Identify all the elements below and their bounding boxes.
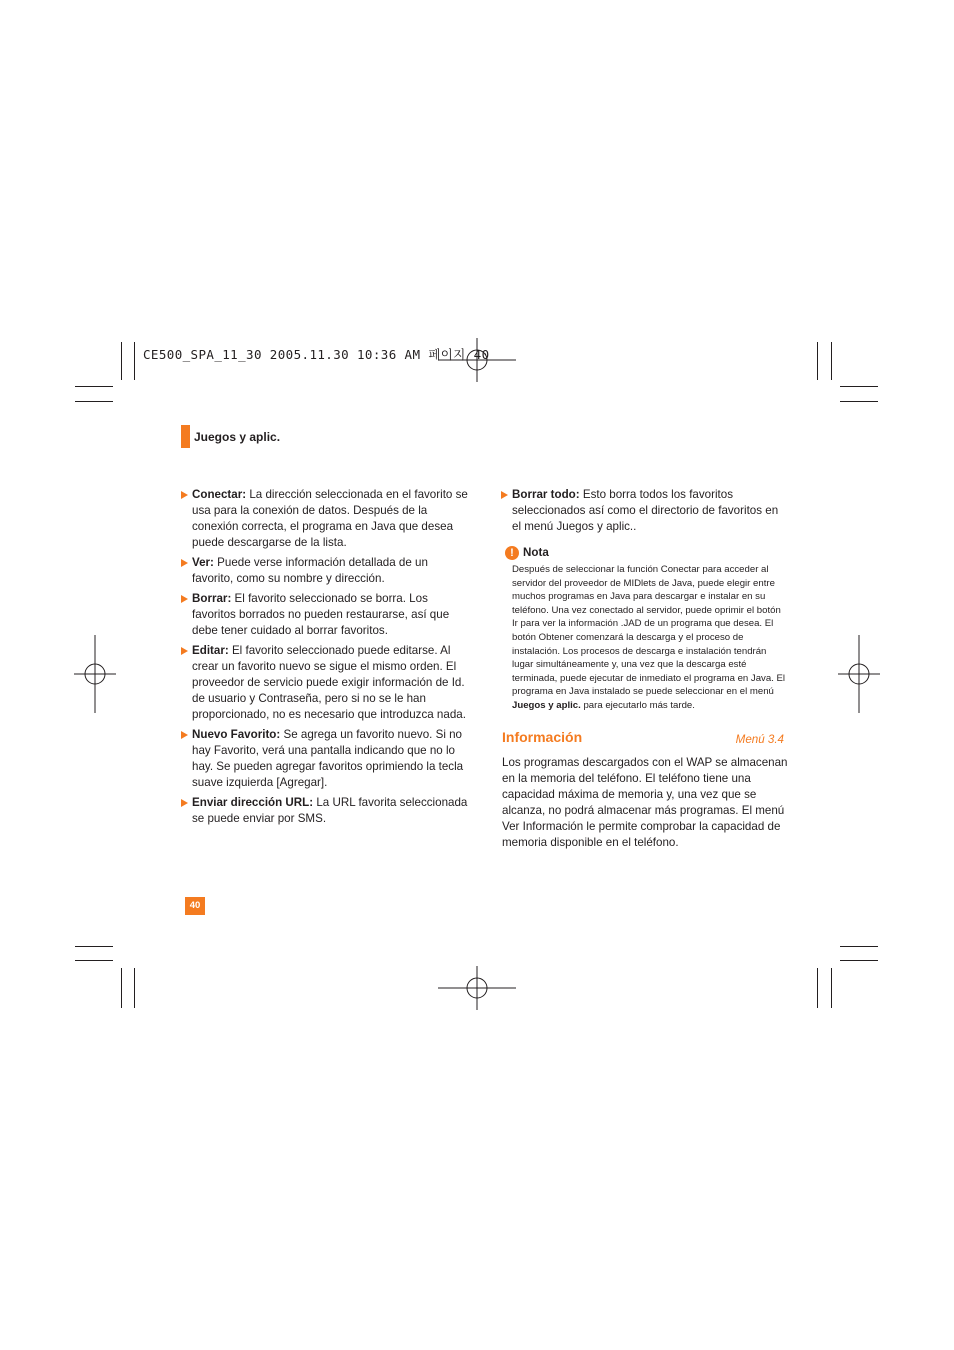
note-bold-menu: Juegos y aplic. <box>512 699 581 711</box>
print-slug: CE500_SPA_11_30 2005.11.30 10:36 AM 페이지 40 <box>143 347 490 362</box>
item-text: El favorito seleccionado se borra. Los favoritos borrados no pueden restaurarse, así que debe tener cuidado al borrar favoritos. <box>192 592 450 637</box>
list-item <box>180 487 468 551</box>
informacion-paragraph: Los programas descargados con el WAP se almacenan en la memoria del teléfono. El teléfono tiene una capacidad máxima de memoria y, una vez que se alcanza, no podrá almacenar más programas. El menú Ver Información le permite comprobar la capacidad de memoria disponible en el teléfono. <box>502 755 788 849</box>
bullet-arrow-icon <box>181 731 188 739</box>
note-header <box>505 545 788 561</box>
bullet-arrow-icon <box>181 799 188 807</box>
bullet-arrow-icon <box>181 559 188 567</box>
bullet-arrow-icon <box>181 595 188 603</box>
item-term: Editar: <box>192 644 229 657</box>
menu-number: Menú 3.4 <box>735 732 784 746</box>
list-item <box>180 795 468 827</box>
list-item <box>180 643 468 723</box>
list-item <box>180 727 468 791</box>
left-column <box>180 487 468 831</box>
subsection-title: Información <box>502 728 583 745</box>
section-title: Juegos y aplic. <box>194 430 281 444</box>
page-number: 40 <box>185 897 205 915</box>
item-text: Puede verse información detallada de un favorito, como su nombre y dirección. <box>192 556 428 585</box>
bullet-arrow-icon <box>181 491 188 499</box>
item-term: Nuevo Favorito: <box>192 728 281 741</box>
warning-icon: ! <box>505 546 519 560</box>
registration-mark-right-icon <box>838 635 880 713</box>
item-text: El favorito seleccionado puede editarse. Al crear un favorito nuevo se sigue el mismo orden. El proveedor de servicio puede exigir información de Id. de usuario y Contraseña, pero si no se le han proporcionado, no es necesario que introduzca nada. <box>192 644 466 721</box>
item-text: Se agrega un favorito nuevo. Si no hay Favorito, verá una pantalla indicando que no lo hay. Se pueden agregar favoritos oprimiendo la tecla suave izquierda [Agregar]. <box>192 728 464 789</box>
item-term: Borrar: <box>192 592 232 605</box>
note-text-end: para ejecutarlo más tarde. <box>580 699 695 711</box>
item-text: Esto borra todos los favoritos seleccionados así como el directorio de favoritos en el menú Juegos y aplic.. <box>512 488 779 533</box>
note-body <box>500 563 788 713</box>
informacion-heading <box>502 729 788 751</box>
section-marker <box>181 425 190 448</box>
note-title: Nota <box>523 546 549 559</box>
right-column <box>500 487 788 851</box>
registration-mark-left-icon <box>74 635 116 713</box>
list-item <box>180 555 468 587</box>
item-text: La URL favorita seleccionada se puede enviar por SMS. <box>192 796 468 825</box>
item-term: Enviar dirección URL: <box>192 796 314 809</box>
registration-mark-bottom-icon <box>438 966 516 1010</box>
item-term: Ver: <box>192 556 214 569</box>
bullet-arrow-icon <box>181 647 188 655</box>
list-item <box>180 591 468 639</box>
bullet-arrow-icon <box>501 491 508 499</box>
note-text: Después de seleccionar la función Conectar para acceder al servidor del proveedor de MIDlets de Java, puede elegir entre muchos programas en Java para descargar e instalar en su teléfono. Una vez conectado al servidor, puede oprimir el botón Ir para ver la información .JAD de un programa que desea. El botón Obtener comenzará la descarga y el proceso de instalación. Los procesos de descarga e instalación tendrán lugar simultáneamente y, una vez que la descarga esté terminada, puede ejecutar de inmediato el programa en Java. El programa en Java instalado se puede seleccionar en el menú <box>512 564 786 698</box>
item-text: La dirección seleccionada en el favorito se usa para la conexión de datos. Después de la conexión correcta, el programa en Java que desea puede descargarse de la lista. <box>192 488 468 549</box>
item-term: Borrar todo: <box>512 488 580 501</box>
item-term: Conectar: <box>192 488 247 501</box>
list-item <box>500 487 788 535</box>
